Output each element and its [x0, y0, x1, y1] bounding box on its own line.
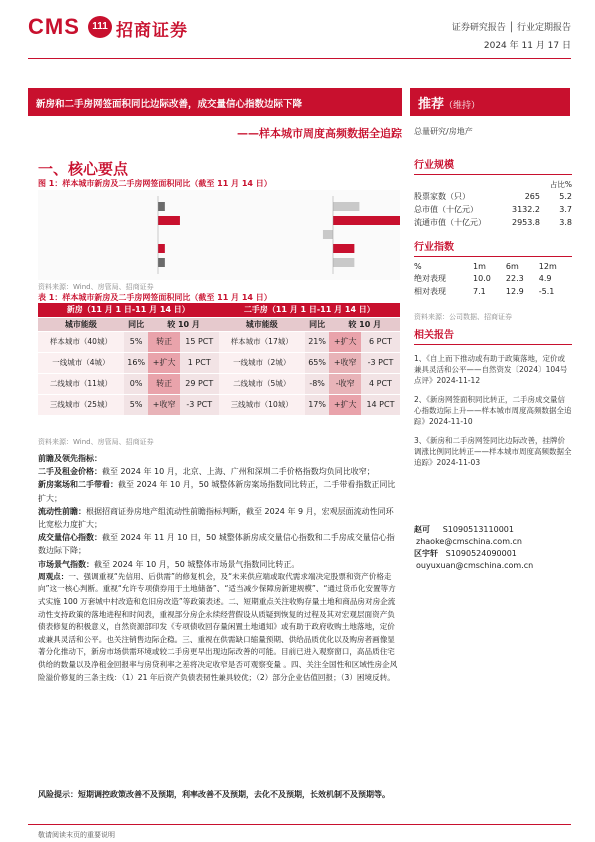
bar: [323, 230, 333, 239]
risk-warning: [38, 788, 400, 801]
col-header: 同比: [124, 317, 149, 331]
divider: [414, 174, 572, 175]
header-second: 二手房（11 月 1 日-11 月 14 日）: [219, 303, 400, 317]
industry-index: [414, 238, 572, 322]
cell: 2953.8: [512, 218, 540, 227]
bar: [158, 244, 165, 253]
table-cell: -8%: [305, 373, 330, 394]
bar-chart: [38, 190, 400, 280]
table-cell: 转正: [148, 373, 179, 394]
table-cell: -收窄: [329, 373, 361, 394]
bar: [333, 258, 354, 267]
cms-logo: CMS: [28, 14, 80, 39]
divider: [414, 256, 572, 257]
table-cell: 15 PCT: [180, 331, 219, 352]
cell: 4.9: [538, 274, 552, 283]
analyst-1: [414, 524, 572, 536]
risk-text: 短期调控政策改善不及预期，利率改善不及预期，去化不及预期，长效机制不及预期等。: [78, 790, 390, 799]
para-lead: 市场景气指数：: [38, 559, 94, 569]
table-cell: 样本城市（17城）: [219, 331, 305, 352]
cell: 12m: [538, 262, 557, 271]
logo-badge-icon: 111: [88, 16, 112, 38]
bar: [158, 258, 165, 267]
table-title: 表 1：样本城市新房及二手房网签面积同比（截至 11 月 14 日）: [38, 293, 272, 302]
analyst-name: 赵可: [414, 525, 430, 534]
cell: 265: [524, 192, 540, 201]
table-row: [38, 394, 400, 415]
divider: [414, 344, 572, 345]
table-cell: 二线城市（11城）: [38, 373, 124, 394]
col-header: 城市能级: [38, 317, 124, 331]
cell: 5.2: [559, 192, 572, 201]
analyst-id: S1090513110001: [442, 525, 514, 534]
bar: [158, 202, 165, 211]
table-row: [38, 373, 400, 394]
table-cell: 14 PCT: [361, 394, 400, 415]
analyst-block: [414, 524, 572, 572]
table-body: [38, 331, 400, 415]
bar: [333, 216, 400, 225]
report-type: 证券研究报告 │ 行业定期报告: [451, 23, 571, 33]
para-heading: 前瞻及领先指标：: [38, 454, 102, 463]
cell: 1m: [473, 262, 486, 271]
related-title: 相关报告: [414, 330, 454, 341]
figure-source: 资料来源：Wind、房管局、招商证券: [38, 283, 154, 291]
cell: 12.9: [505, 287, 524, 296]
report-date: 2024 年 11 月 17 日: [483, 41, 571, 51]
table-cell: 21%: [305, 331, 330, 352]
cell: 22.3: [505, 274, 524, 283]
analyst-name: 区宇轩: [414, 549, 438, 558]
table-cell: 样本城市（40城）: [38, 331, 124, 352]
table-cell: 6 PCT: [361, 331, 400, 352]
table-row: [38, 331, 400, 352]
footer-note: 敬请阅读末页的重要说明: [38, 831, 115, 839]
footer-divider: [28, 824, 571, 825]
sector-label: 总量研究/房地产: [414, 127, 473, 136]
related-reports: [414, 326, 572, 468]
analyst-id: S1090524090001: [445, 549, 517, 558]
industry-scale-title: 行业规模: [414, 160, 454, 171]
related-report-link[interactable]: 3、《新房和二手房网签同比边际改善，挂牌价调涨比例同比转正——样本城市周度高频数据全追踪》2024-11-03: [414, 436, 572, 467]
para-text: 一、强调重视“先信用、后供需”的修复机会，及“未来供应端或取代需求端决定股票和资产价格走向”这一核心判断。重视“允许专项债券用于土地储备”、“适当减少保障房新建规模”、“通过货币化安置等方式实施 100 万套城中村改造和危旧房改造”等政策表述。二、短期重点关注收购存量土地和商品房对房企流动性支持政策的落地进程和时间表，重视部分房企永续经营假设从质疑到恢复的过程及其对宏观层面资产负债表修复的积极意义，自然资源部印发《专项债收回存量闲置土地通知》或有助于政府收购土地落地，定价或兼具灵活和公平。也关注销售边际企稳。三、重视在供需缺口缩量预期、供给品质优化以及购房者画像显著分化推动下，新房市场供需环境或较二手房更早出现边际改善的可能。目前已进入观察窗口，高品质住宅供给的数量以及净租金回报率与房贷利率之差将决定收窄是否可观察变量 。四、关注全国性和区域性房企风险溢价修复的三条主线：（1）21 年后资产负债表韧性兼具较优；（2）部分企业估值回报；（3）困境反转。: [38, 571, 398, 682]
table-cell: 29 PCT: [180, 373, 219, 394]
table-cell: 1 PCT: [180, 352, 219, 373]
rating-sub: （维持）: [444, 101, 481, 111]
analyst-2: [414, 548, 572, 560]
title-banner: 新房和二手房网签面积同比边际改善，成交量信心指数边际下降: [28, 88, 402, 116]
para-text: 截至 2024 年 10 月，北京、上海、广州和深圳二手价格指数均负同比收窄；: [102, 467, 375, 477]
table-cell: 17%: [305, 394, 330, 415]
analyst-email[interactable]: zhaoke@cmschina.com.cn: [416, 537, 522, 546]
risk-lead: 风险提示：: [38, 790, 78, 799]
para-lead: 周观点：: [38, 571, 69, 581]
table-cell: 三线城市（25城）: [38, 394, 124, 415]
col-header: 较 10 月: [329, 317, 400, 331]
yoy-table: [38, 303, 400, 416]
related-report-link[interactable]: 2、《新房网签面积同比转正，二手房成交量信心指数边际上升——样本城市周度高频数据全追踪》2024-11-10: [414, 395, 572, 426]
table-cell: 一线城市（2城）: [219, 352, 305, 373]
table-subheader: [38, 317, 400, 331]
bar: [333, 202, 359, 211]
brand-name: 招商证券: [116, 21, 188, 41]
para-text: 根据招商证券房地产组流动性前瞻指标判断，截至 2024 年 9 月，宏观层面流动性同环比宽松力度扩大；: [38, 506, 394, 530]
para-text: 截至 2024 年 10 月，50 城整体市场景气指数同比转正。: [94, 559, 300, 569]
table-cell: 转正: [148, 331, 179, 352]
table-cell: 5%: [124, 394, 149, 415]
body-text: [38, 452, 400, 684]
para-text: 截至 2024 年 10 月，50 城整体新房案场指数同比转正，二手带看指数正同比扩大；: [38, 480, 396, 503]
cell: 流通市值（十亿元）: [414, 218, 486, 227]
cell: 7.1: [473, 287, 486, 296]
table-row: [414, 203, 572, 216]
table-cell: -3 PCT: [180, 394, 219, 415]
rating-label: 推荐: [418, 97, 445, 112]
cell: 绝对表现: [414, 274, 446, 283]
table-cell: +扩大: [148, 352, 179, 373]
table-cell: 0%: [124, 373, 149, 394]
cell: 6m: [505, 262, 519, 271]
scale-col-header: 占比%: [549, 180, 572, 189]
table-row: [414, 261, 572, 272]
cell: 3.7: [559, 205, 572, 214]
analyst-email[interactable]: ouyuxuan@cmschina.com.cn: [416, 561, 534, 570]
cell: -5.1: [538, 287, 555, 296]
para-lead: 成交量信心指数：: [38, 533, 102, 543]
header-new: 新房（11 月 1 日-11 月 14 日）: [38, 303, 219, 317]
table-row: [38, 352, 400, 373]
bar: [333, 244, 354, 253]
industry-scale: [414, 156, 572, 229]
figure-title: 图 1：样本城市新房及二手房网签面积同比（截至 11 月 14 日）: [38, 179, 272, 188]
cell: 10.0: [473, 274, 491, 283]
rating-box: [410, 88, 570, 116]
cell: 3132.2: [512, 205, 540, 214]
related-report-link[interactable]: 1、《自上而下推动或有助于政策落地，定价或兼具灵活和公平——自然资发〔2024〕104号点评》2024-11-12: [414, 354, 568, 385]
table-cell: +收窄: [329, 352, 361, 373]
industry-index-title: 行业指数: [414, 242, 454, 253]
header-divider: [28, 58, 571, 59]
col-header: 同比: [305, 317, 330, 331]
para-text: 截至 2024 年 11 月 10 日，50 城整体新房成交量信心指数和二手房成交量信心指数边际下降；: [38, 533, 395, 556]
col-header: 城市能级: [219, 317, 305, 331]
table-row: [414, 190, 572, 203]
bar: [158, 216, 180, 225]
table-header: [38, 303, 400, 317]
cell: 总市值（十亿元）: [414, 205, 478, 214]
para-lead: 新房案场和二手带看：: [38, 480, 118, 490]
table-cell: +扩大: [329, 331, 361, 352]
table-cell: 三线城市（10城）: [219, 394, 305, 415]
subtitle: ——样本城市周度高频数据全追踪: [237, 127, 402, 140]
cell: 3.8: [559, 218, 572, 227]
table-row: [414, 272, 572, 285]
para-lead: 流动性前瞻：: [38, 506, 86, 516]
para-lead: 二手及租金价格：: [38, 467, 102, 477]
table-cell: 二线城市（5城）: [219, 373, 305, 394]
cell: %: [414, 262, 422, 271]
table-row: [414, 216, 572, 229]
table-source: 资料来源：Wind、房管局、招商证券: [38, 438, 154, 446]
col-header: 较 10 月: [148, 317, 218, 331]
cell: 股票家数（只）: [414, 192, 470, 201]
index-source: 资料来源：公司数据、招商证券: [414, 313, 512, 321]
table-cell: 65%: [305, 352, 330, 373]
table-cell: 4 PCT: [361, 373, 400, 394]
table-cell: 一线城市（4城）: [38, 352, 124, 373]
table-cell: 16%: [124, 352, 149, 373]
table-row: [414, 285, 572, 298]
table-cell: +扩大: [329, 394, 361, 415]
table-cell: +收窄: [148, 394, 179, 415]
table-cell: 5%: [124, 331, 149, 352]
table-cell: -3 PCT: [361, 352, 400, 373]
cell: 相对表现: [414, 287, 446, 296]
section-heading: 一、核心要点: [38, 160, 129, 178]
